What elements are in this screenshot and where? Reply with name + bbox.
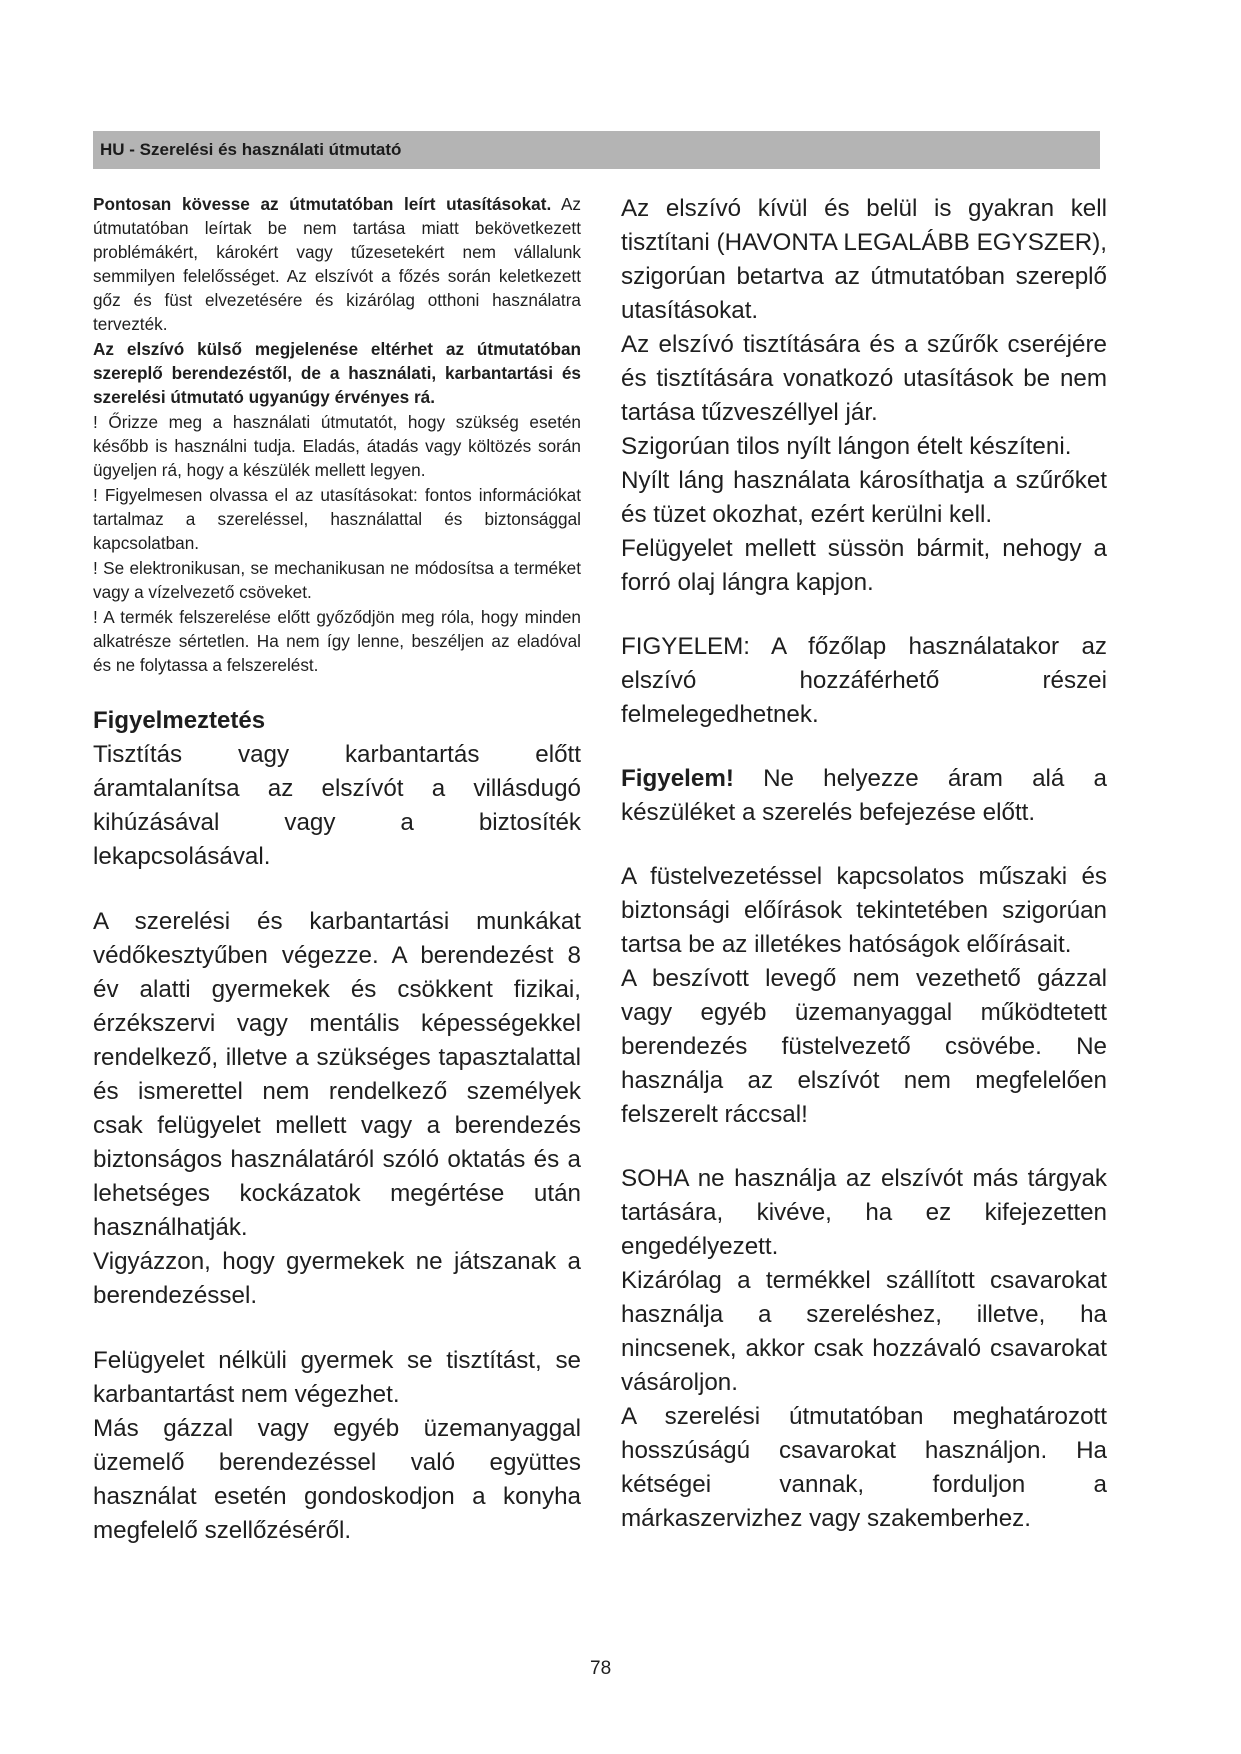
- hot-parts-warning: FIGYELEM: A főzőlap használatakor az elszívó hozzáférhető részei felmelegedhetnek.: [621, 633, 1107, 728]
- power-warning-bold: Figyelem!: [621, 765, 734, 792]
- frying-supervision: Felügyelet mellett süssön bármit, nehogy a forró olaj lángra kapjon.: [621, 535, 1107, 596]
- no-storage-note: SOHA ne használja az elszívót más tárgyak tartására, kivéve, ha ez kifejezetten engedélyezett.: [621, 1165, 1107, 1260]
- page-number: 78: [590, 1658, 612, 1679]
- fire-hazard-note: Az elszívó tisztítására és a szűrők cseréjére és tisztítására vonatkozó utasítások be nem tartása tűzveszéllyel jár.: [621, 331, 1107, 426]
- warning-children-play: Vigyázzon, hogy gyermekek ne játszanak a berendezéssel.: [93, 1248, 581, 1309]
- open-flame-damage: Nyílt láng használata károsíthatja a szűrőket és tüzet okozhat, ezért kerülni kell.: [621, 467, 1107, 528]
- warning-heading: Figyelmeztetés: [93, 707, 266, 734]
- screw-length-note: A szerelési útmutatóban meghatározott hosszúságú csavarokat használjon. Ha kétségei vannak, forduljon a márkaszervizhez vagy szakemberhez.: [621, 1403, 1107, 1532]
- screws-supplied-note: Kizárólag a termékkel szállított csavarokat használja a szereléshez, illetve, ha nincsenek, akkor csak hozzávaló csavarokat vásároljon.: [621, 1267, 1107, 1396]
- warning-children-cleaning: Felügyelet nélküli gyermek se tisztítást, se karbantartást nem végezhet.: [93, 1347, 581, 1408]
- intro-text: Az útmutatóban leírtak be nem tartása miatt bekövetkezett problémákért, károkért vagy tűzesetekért nem vállalunk semmilyen felelősséget. Az elszívót a főzés során keletkezett gőz és füst elvezetésére és kizárólag otthoni használatra tervezték.: [93, 194, 581, 334]
- regulations-note: A füstelvezetéssel kapcsolatos műszaki és biztonsági előírások tekintetében szigorúan tartsa be az illetékes hatóságok előírásait.: [621, 863, 1107, 958]
- warning-disconnect: Tisztítás vagy karbantartás előtt áramtalanítsa az elszívót a villásdugó kihúzásával vagy a biztosíték lekapcsolásával.: [93, 741, 581, 870]
- left-column: [93, 192, 581, 1548]
- appearance-note: Az elszívó külső megjelenése eltérhet az útmutatóban szereplő berendezéstől, de a használati, karbantartási és szerelési útmutató ugyanúgy érvényes rá.: [93, 339, 581, 407]
- section-header-title: HU - Szerelési és használati útmutató: [100, 140, 402, 159]
- bullet-no-modification: ! Se elektronikusan, se mechanikusan ne módosítsa a terméket vagy a vízelvezető csöveket.: [93, 558, 581, 602]
- intro-paragraph: [93, 192, 581, 336]
- intro-bold-text: Pontosan kövesse az útmutatóban leírt utasításokat.: [93, 194, 552, 214]
- bullet-check-parts: ! A termék felszerelése előtt győződjön meg róla, hogy minden alkatrésze sértetlen. Ha nem így lenne, beszéljen az eladóval és ne folytassa a felszerelést.: [93, 607, 581, 675]
- bullet-keep-manual: ! Őrizze meg a használati útmutatót, hogy szükség esetén később is használni tudja. Eladás, átadás vagy költözés során ügyeljen rá, hogy a készülék mellett legyen.: [93, 412, 581, 480]
- exhaust-duct-note: A beszívott levegő nem vezethető gázzal vagy egyéb üzemanyaggal működtetett berendezés füstelvezető csövébe. Ne használja az elszívót nem megfelelően felszerelt ráccsal!: [621, 965, 1107, 1128]
- warning-ventilation: Más gázzal vagy egyéb üzemanyaggal üzemelő berendezéssel való együttes használat esetén gondoskodjon a konyha megfelelő szellőzéséről.: [93, 1415, 581, 1544]
- power-warning-text: Ne helyezze áram alá a készüléket a szerelés befejezése előtt.: [621, 765, 1107, 826]
- warning-gloves-children: A szerelési és karbantartási munkákat védőkesztyűben végezze. A berendezést 8 év alatti gyermekek és csökkent fizikai, érzékszervi vagy mentális képességekkel rendelkező, illetve a szükséges tapasztalattal és ismerettel nem rendelkező személyek csak felügyelet mellett vagy a berendezés biztonságos használatáról szóló oktatás és a lehetséges kockázatok megértése után használhatják.: [93, 908, 581, 1241]
- right-column: [621, 192, 1107, 1536]
- cleaning-frequency: Az elszívó kívül és belül is gyakran kell tisztítani (HAVONTA LEGALÁBB EGYSZER), szigorúan betartva az útmutatóban szereplő utasításokat.: [621, 195, 1107, 324]
- bullet-read-instructions: ! Figyelmesen olvassa el az utasításokat: fontos információkat tartalmaz a szereléssel, használattal és biztonsággal kapcsolatban.: [93, 485, 581, 553]
- open-flame-ban: Szigorúan tilos nyílt lángon ételt készíteni.: [621, 433, 1072, 460]
- power-warning: [621, 762, 1107, 830]
